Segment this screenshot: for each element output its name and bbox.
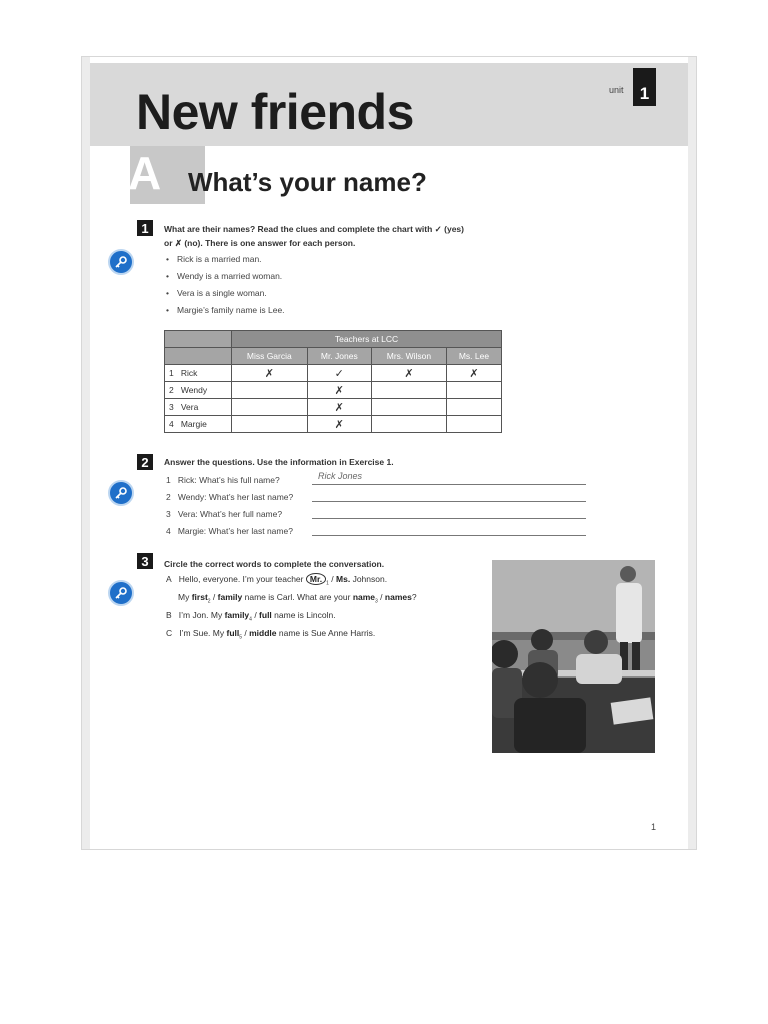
instruction-line-2: or ✗ (no). There is one answer for each person. [164,238,356,248]
conversation-line: A Hello, everyone. I’m your teacher Mr. $_1$ / Ms. Johnson. [166,574,388,587]
line-text: Hello, everyone. I’m your teacher [178,574,304,584]
answer-line[interactable] [312,489,586,502]
section-title: What’s your name? [188,167,427,197]
speaker-label: A [166,574,172,584]
word-option[interactable]: family [224,610,250,620]
answer-line[interactable] [312,506,586,519]
exercise-2-number: 2 [137,454,153,470]
chart-cell[interactable]: ✗ [232,365,308,382]
chart-cell[interactable] [371,382,446,399]
question-number: 1 [166,475,171,485]
word-option[interactable]: full [226,628,240,638]
page-number: 1 [650,822,656,832]
instruction-line-1: What are their names? Read the clues and complete the chart with ✓ (yes) [164,224,464,234]
row-number: 1 [169,368,174,378]
row-label [165,399,232,416]
page-edge-left [82,57,90,849]
section-letter: A [128,147,162,199]
exercise-3-number: 3 [137,553,153,569]
line-text: name is Sue Anne Harris. [278,628,376,638]
table-row [165,365,502,382]
chart-cell[interactable] [446,382,501,399]
row-name: Rick [180,368,198,378]
key-icon[interactable] [108,249,134,275]
chart-cell[interactable]: ✗ [446,365,501,382]
chart-cell[interactable] [232,399,308,416]
key-icon[interactable] [108,580,134,606]
chart-cell[interactable] [371,399,446,416]
row-number: 4 [169,419,174,429]
word-option[interactable]: full [259,610,272,620]
clue-item: • Rick is a married man. [166,254,262,264]
classroom-photo [492,560,655,753]
clue-item: • Wendy is a married woman. [166,271,282,281]
row-name: Vera [180,402,199,412]
line-text: name is Carl. What are your [244,592,351,602]
page-edge-right [688,57,696,849]
chart-cell[interactable] [232,416,308,433]
column-header: Mr. Jones [307,348,371,365]
line-text: name is Lincoln. [274,610,336,620]
blank-number: 2 [207,598,211,605]
chart-cell[interactable]: ✗ [307,416,371,433]
line-text: My [178,592,190,602]
word-option[interactable]: Ms. [336,574,351,584]
exercise-2-instruction: Answer the questions. Use the information in Exercise 1. [164,457,394,467]
teachers-chart [164,330,502,433]
line-text: Johnson. [352,574,388,584]
exercise-3-instruction: Circle the correct words to complete the conversation. [164,559,385,569]
exercise-1-instruction [164,222,464,250]
clue-item: • Margie’s family name is Lee. [166,305,285,315]
row-label [165,365,232,382]
speaker-label: C [166,628,173,638]
chart-corner [165,331,232,348]
question-number: 2 [166,492,171,502]
word-option[interactable]: middle [249,628,277,638]
unit-number-badge: 1 [633,68,656,106]
row-name: Wendy [180,385,208,395]
blank-number: 4 [249,616,252,623]
line-text: ? [411,592,417,602]
chart-cell[interactable] [371,416,446,433]
table-row [165,382,502,399]
answer-line[interactable] [312,472,586,485]
word-option[interactable]: Mr. [306,573,326,585]
chart-cell[interactable] [446,416,501,433]
page-title: New friends [136,84,414,140]
chart-cell[interactable] [232,382,308,399]
chart-group-header: Teachers at LCC [232,331,502,348]
chart-corner [165,348,232,365]
word-option[interactable]: family [217,592,243,602]
chart-cell[interactable]: ✗ [371,365,446,382]
question-item [166,475,280,485]
word-option[interactable]: first [191,592,208,602]
column-header: Mrs. Wilson [371,348,446,365]
chart-cell[interactable]: ✗ [307,399,371,416]
conversation-line: My first$_2$ / family name is Carl. What are your name$_3$ / names? [178,592,417,605]
row-name: Margie [180,419,207,429]
chart-cell[interactable]: ✓ [307,365,371,382]
question-item [166,492,293,502]
row-label [165,382,232,399]
answer-line[interactable] [312,523,586,536]
question-text: Rick: What’s his full name? [177,475,280,485]
question-number: 4 [166,526,171,536]
key-icon[interactable] [108,480,134,506]
question-number: 3 [166,509,171,519]
blank-number: 5 [239,634,243,641]
word-option[interactable]: names [384,592,412,602]
row-number: 2 [169,385,174,395]
question-item [166,526,293,536]
question-text: Vera: What’s her full name? [177,509,283,519]
chart-cell[interactable]: ✗ [307,382,371,399]
question-item [166,509,282,519]
question-text: Margie: What’s her last name? [177,526,293,536]
column-header: Miss Garcia [232,348,308,365]
question-text: Wendy: What’s her last name? [177,492,294,502]
clue-item: • Vera is a single woman. [166,288,267,298]
table-row [165,399,502,416]
line-text: I’m Jon. My [178,610,223,620]
column-header: Ms. Lee [446,348,501,365]
chart-cell[interactable] [446,399,501,416]
word-option[interactable]: name [352,592,376,602]
blank-number: 1 [326,580,329,587]
blank-number: 3 [375,598,378,605]
line-text: I’m Sue. My [179,628,225,638]
exercise-1-number: 1 [137,220,153,236]
workbook-page [81,56,697,850]
table-row [165,416,502,433]
row-number: 3 [169,402,174,412]
speaker-label: B [166,610,172,620]
conversation-line: C I’m Sue. My full$_5$ / middle name is Sue Anne Harris. [166,628,376,641]
handwritten-answer: Rick Jones [318,471,363,481]
conversation-line: B I’m Jon. My family$_4$ / full name is Lincoln. [166,610,336,623]
row-label [165,416,232,433]
unit-label: unit [609,85,624,95]
